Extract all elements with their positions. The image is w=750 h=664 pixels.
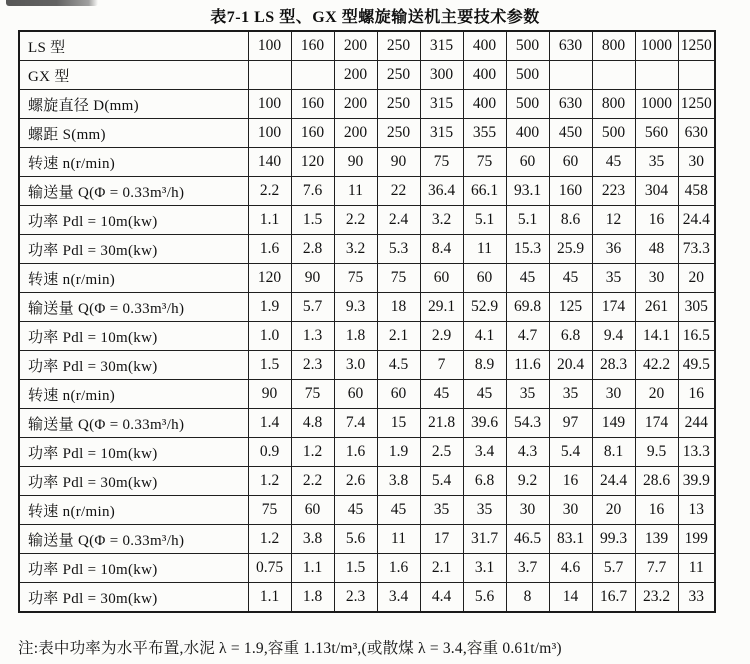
value-cell: 1250 <box>678 90 715 119</box>
value-cell: 2.4 <box>377 206 420 235</box>
value-cell <box>549 61 592 90</box>
value-cell: 2.2 <box>291 467 334 496</box>
value-cell: 2.1 <box>377 322 420 351</box>
value-cell: 300 <box>420 61 463 90</box>
parameters-table <box>18 30 716 613</box>
table-row <box>19 380 715 409</box>
table-row <box>19 409 715 438</box>
value-cell: 8.1 <box>592 438 635 467</box>
row-label: 功率 Pdl = 30m(kw) <box>19 467 248 496</box>
value-cell: 250 <box>377 119 420 148</box>
value-cell: 20 <box>678 264 715 293</box>
value-cell: 120 <box>291 148 334 177</box>
value-cell: 1.2 <box>248 525 291 554</box>
row-label: 功率 Pdl = 10m(kw) <box>19 322 248 351</box>
value-cell: 2.3 <box>291 351 334 380</box>
row-label: 输送量 Q(Φ = 0.33m³/h) <box>19 177 248 206</box>
value-cell: 458 <box>678 177 715 206</box>
value-cell: 54.3 <box>506 409 549 438</box>
value-cell: 46.5 <box>506 525 549 554</box>
value-cell: 39.9 <box>678 467 715 496</box>
value-cell: 45 <box>549 264 592 293</box>
value-cell: 30 <box>678 148 715 177</box>
value-cell: 1.6 <box>377 554 420 583</box>
value-cell: 5.7 <box>592 554 635 583</box>
value-cell: 30 <box>506 496 549 525</box>
value-cell: 42.2 <box>635 351 678 380</box>
value-cell: 3.7 <box>506 554 549 583</box>
value-cell: 9.4 <box>592 322 635 351</box>
value-cell: 160 <box>291 90 334 119</box>
row-label: 转速 n(r/min) <box>19 496 248 525</box>
value-cell: 31.7 <box>463 525 506 554</box>
value-cell: 2.8 <box>291 235 334 264</box>
value-cell: 12 <box>592 206 635 235</box>
value-cell: 3.8 <box>377 467 420 496</box>
value-cell: 1000 <box>635 90 678 119</box>
value-cell: 16.7 <box>592 583 635 613</box>
value-cell: 36.4 <box>420 177 463 206</box>
value-cell: 16 <box>635 496 678 525</box>
value-cell: 9.5 <box>635 438 678 467</box>
table-row <box>19 438 715 467</box>
value-cell: 1000 <box>635 31 678 61</box>
value-cell: 149 <box>592 409 635 438</box>
value-cell: 5.6 <box>334 525 377 554</box>
value-cell: 28.6 <box>635 467 678 496</box>
value-cell: 200 <box>334 119 377 148</box>
value-cell: 16 <box>678 380 715 409</box>
value-cell: 14 <box>549 583 592 613</box>
value-cell: 33 <box>678 583 715 613</box>
value-cell: 20 <box>592 496 635 525</box>
value-cell: 9.2 <box>506 467 549 496</box>
value-cell: 174 <box>635 409 678 438</box>
value-cell: 500 <box>506 31 549 61</box>
row-label: 功率 Pdl = 10m(kw) <box>19 438 248 467</box>
value-cell: 199 <box>678 525 715 554</box>
value-cell: 25.9 <box>549 235 592 264</box>
value-cell: 400 <box>506 119 549 148</box>
value-cell: 1.6 <box>334 438 377 467</box>
value-cell: 560 <box>635 119 678 148</box>
value-cell: 0.9 <box>248 438 291 467</box>
table-row <box>19 119 715 148</box>
value-cell: 75 <box>248 496 291 525</box>
value-cell: 83.1 <box>549 525 592 554</box>
value-cell: 23.2 <box>635 583 678 613</box>
value-cell: 5.4 <box>549 438 592 467</box>
table-row <box>19 496 715 525</box>
value-cell <box>678 61 715 90</box>
value-cell: 4.5 <box>377 351 420 380</box>
value-cell: 7.4 <box>334 409 377 438</box>
value-cell: 1.8 <box>334 322 377 351</box>
value-cell: 29.1 <box>420 293 463 322</box>
value-cell: 45 <box>506 264 549 293</box>
value-cell: 5.4 <box>420 467 463 496</box>
value-cell: 5.1 <box>506 206 549 235</box>
value-cell: 60 <box>506 148 549 177</box>
table-row <box>19 583 715 613</box>
row-label: 螺旋直径 D(mm) <box>19 90 248 119</box>
value-cell: 8.6 <box>549 206 592 235</box>
row-label: 功率 Pdl = 30m(kw) <box>19 235 248 264</box>
row-label: 功率 Pdl = 10m(kw) <box>19 554 248 583</box>
value-cell: 315 <box>420 31 463 61</box>
value-cell: 35 <box>592 264 635 293</box>
value-cell: 1.2 <box>248 467 291 496</box>
value-cell: 52.9 <box>463 293 506 322</box>
value-cell: 244 <box>678 409 715 438</box>
value-cell: 8.4 <box>420 235 463 264</box>
value-cell: 30 <box>592 380 635 409</box>
value-cell: 6.8 <box>463 467 506 496</box>
value-cell: 75 <box>334 264 377 293</box>
value-cell: 5.7 <box>291 293 334 322</box>
value-cell: 2.2 <box>334 206 377 235</box>
value-cell: 7.6 <box>291 177 334 206</box>
value-cell: 3.2 <box>420 206 463 235</box>
value-cell: 49.5 <box>678 351 715 380</box>
value-cell: 20.4 <box>549 351 592 380</box>
value-cell: 4.6 <box>549 554 592 583</box>
value-cell: 90 <box>334 148 377 177</box>
value-cell: 45 <box>592 148 635 177</box>
value-cell: 17 <box>420 525 463 554</box>
value-cell: 35 <box>506 380 549 409</box>
value-cell: 93.1 <box>506 177 549 206</box>
value-cell: 200 <box>334 61 377 90</box>
value-cell: 69.8 <box>506 293 549 322</box>
value-cell: 16 <box>635 206 678 235</box>
row-label: 输送量 Q(Φ = 0.33m³/h) <box>19 293 248 322</box>
row-label: 转速 n(r/min) <box>19 264 248 293</box>
value-cell: 99.3 <box>592 525 635 554</box>
value-cell: 24.4 <box>678 206 715 235</box>
value-cell: 45 <box>334 496 377 525</box>
value-cell: 36 <box>592 235 635 264</box>
value-cell: 2.1 <box>420 554 463 583</box>
value-cell: 75 <box>291 380 334 409</box>
value-cell: 45 <box>463 380 506 409</box>
value-cell <box>248 61 291 90</box>
value-cell: 160 <box>291 31 334 61</box>
value-cell: 39.6 <box>463 409 506 438</box>
table-row <box>19 293 715 322</box>
value-cell: 125 <box>549 293 592 322</box>
table-row <box>19 322 715 351</box>
value-cell: 9.3 <box>334 293 377 322</box>
value-cell: 1.1 <box>248 583 291 613</box>
value-cell: 630 <box>678 119 715 148</box>
value-cell: 13.3 <box>678 438 715 467</box>
value-cell: 4.7 <box>506 322 549 351</box>
row-label: 功率 Pdl = 30m(kw) <box>19 583 248 613</box>
row-label: 功率 Pdl = 30m(kw) <box>19 351 248 380</box>
value-cell: 800 <box>592 90 635 119</box>
value-cell: 2.5 <box>420 438 463 467</box>
value-cell: 90 <box>291 264 334 293</box>
value-cell: 11 <box>334 177 377 206</box>
table-row <box>19 235 715 264</box>
value-cell: 1.6 <box>248 235 291 264</box>
value-cell: 48 <box>635 235 678 264</box>
value-cell: 75 <box>463 148 506 177</box>
value-cell: 7 <box>420 351 463 380</box>
value-cell: 2.6 <box>334 467 377 496</box>
value-cell: 120 <box>248 264 291 293</box>
value-cell: 60 <box>377 380 420 409</box>
value-cell: 97 <box>549 409 592 438</box>
value-cell: 630 <box>549 31 592 61</box>
value-cell: 11 <box>463 235 506 264</box>
value-cell: 450 <box>549 119 592 148</box>
value-cell: 0.75 <box>248 554 291 583</box>
value-cell: 22 <box>377 177 420 206</box>
table-row <box>19 61 715 90</box>
value-cell: 75 <box>377 264 420 293</box>
value-cell: 28.3 <box>592 351 635 380</box>
value-cell: 304 <box>635 177 678 206</box>
value-cell: 24.4 <box>592 467 635 496</box>
value-cell: 1.2 <box>291 438 334 467</box>
value-cell: 1.5 <box>291 206 334 235</box>
row-label: GX 型 <box>19 61 248 90</box>
value-cell: 90 <box>377 148 420 177</box>
value-cell: 7.7 <box>635 554 678 583</box>
value-cell: 30 <box>549 496 592 525</box>
value-cell: 100 <box>248 119 291 148</box>
value-cell: 66.1 <box>463 177 506 206</box>
value-cell: 1250 <box>678 31 715 61</box>
value-cell: 1.9 <box>377 438 420 467</box>
value-cell: 5.1 <box>463 206 506 235</box>
value-cell: 3.0 <box>334 351 377 380</box>
value-cell: 223 <box>592 177 635 206</box>
value-cell: 8 <box>506 583 549 613</box>
value-cell: 1.8 <box>291 583 334 613</box>
value-cell: 73.3 <box>678 235 715 264</box>
value-cell: 250 <box>377 61 420 90</box>
value-cell: 75 <box>420 148 463 177</box>
value-cell: 200 <box>334 31 377 61</box>
value-cell: 1.1 <box>291 554 334 583</box>
value-cell: 20 <box>635 380 678 409</box>
value-cell: 45 <box>420 380 463 409</box>
row-label: 输送量 Q(Φ = 0.33m³/h) <box>19 409 248 438</box>
value-cell: 13 <box>678 496 715 525</box>
value-cell: 3.1 <box>463 554 506 583</box>
table-row <box>19 351 715 380</box>
value-cell <box>592 61 635 90</box>
value-cell: 6.8 <box>549 322 592 351</box>
value-cell: 3.8 <box>291 525 334 554</box>
value-cell: 1.5 <box>248 351 291 380</box>
value-cell: 1.1 <box>248 206 291 235</box>
value-cell: 18 <box>377 293 420 322</box>
value-cell: 1.5 <box>334 554 377 583</box>
value-cell: 174 <box>592 293 635 322</box>
table-row <box>19 31 715 61</box>
value-cell: 139 <box>635 525 678 554</box>
value-cell: 630 <box>549 90 592 119</box>
footnote: 注:表中功率为水平布置,水泥 λ = 1.9,容重 1.13t/m³,(或散煤 λ = 3.4,容重 0.61t/m³) <box>18 640 562 657</box>
value-cell: 2.2 <box>248 177 291 206</box>
value-cell: 35 <box>463 496 506 525</box>
row-label: 功率 Pdl = 10m(kw) <box>19 206 248 235</box>
table-row <box>19 177 715 206</box>
value-cell: 5.6 <box>463 583 506 613</box>
value-cell: 1.9 <box>248 293 291 322</box>
value-cell: 315 <box>420 119 463 148</box>
value-cell: 35 <box>635 148 678 177</box>
value-cell: 500 <box>592 119 635 148</box>
value-cell: 3.4 <box>377 583 420 613</box>
table-title: 表7-1 LS 型、GX 型螺旋输送机主要技术参数 <box>210 9 540 26</box>
value-cell: 100 <box>248 31 291 61</box>
value-cell: 8.9 <box>463 351 506 380</box>
value-cell: 250 <box>377 31 420 61</box>
value-cell: 45 <box>377 496 420 525</box>
value-cell: 500 <box>506 90 549 119</box>
value-cell: 400 <box>463 61 506 90</box>
value-cell: 160 <box>291 119 334 148</box>
value-cell: 60 <box>549 148 592 177</box>
value-cell: 60 <box>420 264 463 293</box>
value-cell: 3.4 <box>463 438 506 467</box>
value-cell: 90 <box>248 380 291 409</box>
value-cell: 4.4 <box>420 583 463 613</box>
value-cell: 305 <box>678 293 715 322</box>
value-cell: 11 <box>377 525 420 554</box>
value-cell: 16 <box>549 467 592 496</box>
row-label: 输送量 Q(Φ = 0.33m³/h) <box>19 525 248 554</box>
value-cell: 15 <box>377 409 420 438</box>
value-cell: 261 <box>635 293 678 322</box>
value-cell: 60 <box>463 264 506 293</box>
value-cell: 1.3 <box>291 322 334 351</box>
value-cell: 30 <box>635 264 678 293</box>
value-cell: 14.1 <box>635 322 678 351</box>
value-cell: 140 <box>248 148 291 177</box>
value-cell: 1.0 <box>248 322 291 351</box>
value-cell: 250 <box>377 90 420 119</box>
row-label: 螺距 S(mm) <box>19 119 248 148</box>
table-row <box>19 467 715 496</box>
value-cell: 60 <box>291 496 334 525</box>
value-cell <box>291 61 334 90</box>
value-cell: 4.1 <box>463 322 506 351</box>
table-row <box>19 525 715 554</box>
row-label: 转速 n(r/min) <box>19 380 248 409</box>
value-cell: 11.6 <box>506 351 549 380</box>
value-cell: 2.3 <box>334 583 377 613</box>
value-cell: 5.3 <box>377 235 420 264</box>
table-row <box>19 264 715 293</box>
value-cell: 2.9 <box>420 322 463 351</box>
table-row <box>19 148 715 177</box>
value-cell: 800 <box>592 31 635 61</box>
value-cell <box>635 61 678 90</box>
value-cell: 4.8 <box>291 409 334 438</box>
value-cell: 16.5 <box>678 322 715 351</box>
value-cell: 15.3 <box>506 235 549 264</box>
value-cell: 3.2 <box>334 235 377 264</box>
value-cell: 160 <box>549 177 592 206</box>
value-cell: 1.4 <box>248 409 291 438</box>
value-cell: 35 <box>549 380 592 409</box>
value-cell: 4.3 <box>506 438 549 467</box>
row-label: 转速 n(r/min) <box>19 148 248 177</box>
table-body <box>19 31 715 612</box>
value-cell: 315 <box>420 90 463 119</box>
value-cell: 21.8 <box>420 409 463 438</box>
table-row <box>19 90 715 119</box>
row-label: LS 型 <box>19 31 248 61</box>
value-cell: 400 <box>463 90 506 119</box>
value-cell: 60 <box>334 380 377 409</box>
table-row <box>19 554 715 583</box>
value-cell: 100 <box>248 90 291 119</box>
value-cell: 11 <box>678 554 715 583</box>
table-row <box>19 206 715 235</box>
value-cell: 355 <box>463 119 506 148</box>
value-cell: 500 <box>506 61 549 90</box>
value-cell: 35 <box>420 496 463 525</box>
value-cell: 200 <box>334 90 377 119</box>
value-cell: 400 <box>463 31 506 61</box>
